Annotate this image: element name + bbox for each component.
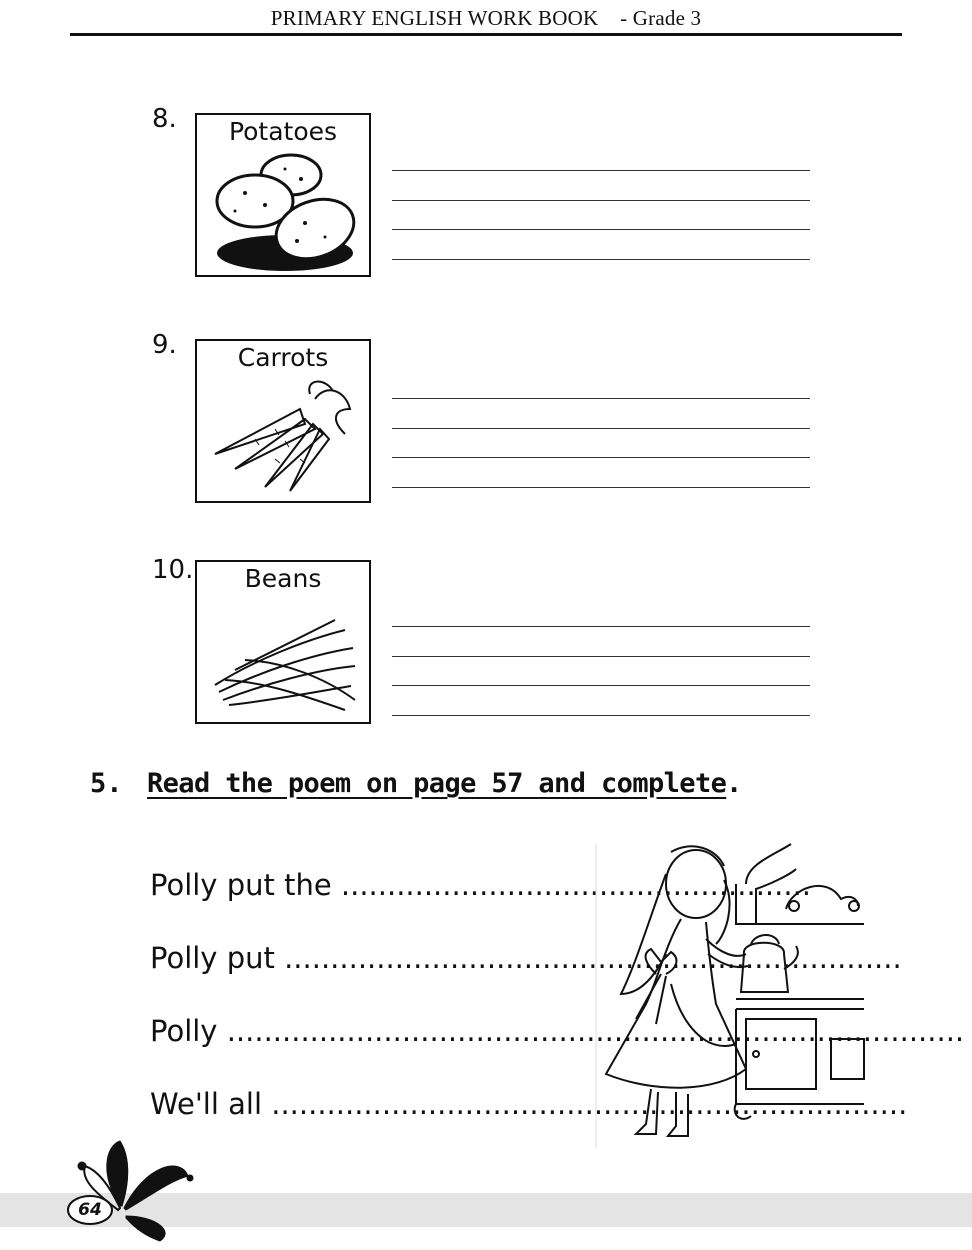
picture-label: Carrots xyxy=(237,343,329,372)
writing-line[interactable] xyxy=(392,656,810,657)
beans-illustration-icon xyxy=(205,600,361,720)
writing-line[interactable] xyxy=(392,457,810,458)
poem-line[interactable]: We'll all ..................................................................... xyxy=(150,1087,908,1121)
item-number: 8. xyxy=(152,104,177,134)
writing-line[interactable] xyxy=(392,626,810,627)
writing-line[interactable] xyxy=(392,259,810,260)
writing-line[interactable] xyxy=(392,428,810,429)
item-number: 9. xyxy=(152,330,177,360)
flourish-ornament-icon xyxy=(60,1136,200,1246)
page-number: 64 xyxy=(78,1200,102,1220)
writing-line[interactable] xyxy=(392,715,810,716)
item-number: 10. xyxy=(152,555,194,585)
picture-box-beans xyxy=(195,560,371,724)
writing-line[interactable] xyxy=(392,200,810,201)
poem-line[interactable]: Polly ................................................................................ xyxy=(150,1014,965,1048)
header-rule xyxy=(70,33,902,36)
picture-box-carrots xyxy=(195,339,371,503)
section-title: Read the poem on page 57 and complete xyxy=(147,768,727,799)
section-title-end: . xyxy=(726,768,743,799)
picture-label: Beans xyxy=(244,564,322,593)
section-number: 5. xyxy=(90,768,123,799)
writing-line[interactable] xyxy=(392,398,810,399)
writing-line[interactable] xyxy=(392,229,810,230)
poem-line[interactable]: Polly put the ................................................... xyxy=(150,868,812,902)
writing-line[interactable] xyxy=(392,685,810,686)
poem-line[interactable]: Polly put ................................................................... xyxy=(150,941,902,975)
girl-with-kettle-illustration-icon xyxy=(596,844,864,1148)
workbook-title: PRIMARY ENGLISH WORK BOOK xyxy=(270,6,599,30)
grade-label: - Grade 3 xyxy=(620,6,702,30)
writing-line[interactable] xyxy=(392,487,810,488)
page-header xyxy=(0,6,972,31)
carrots-illustration-icon xyxy=(205,379,361,499)
picture-label: Potatoes xyxy=(228,117,338,146)
picture-box-potatoes xyxy=(195,113,371,277)
writing-line[interactable] xyxy=(392,170,810,171)
potatoes-illustration-icon xyxy=(205,153,361,273)
